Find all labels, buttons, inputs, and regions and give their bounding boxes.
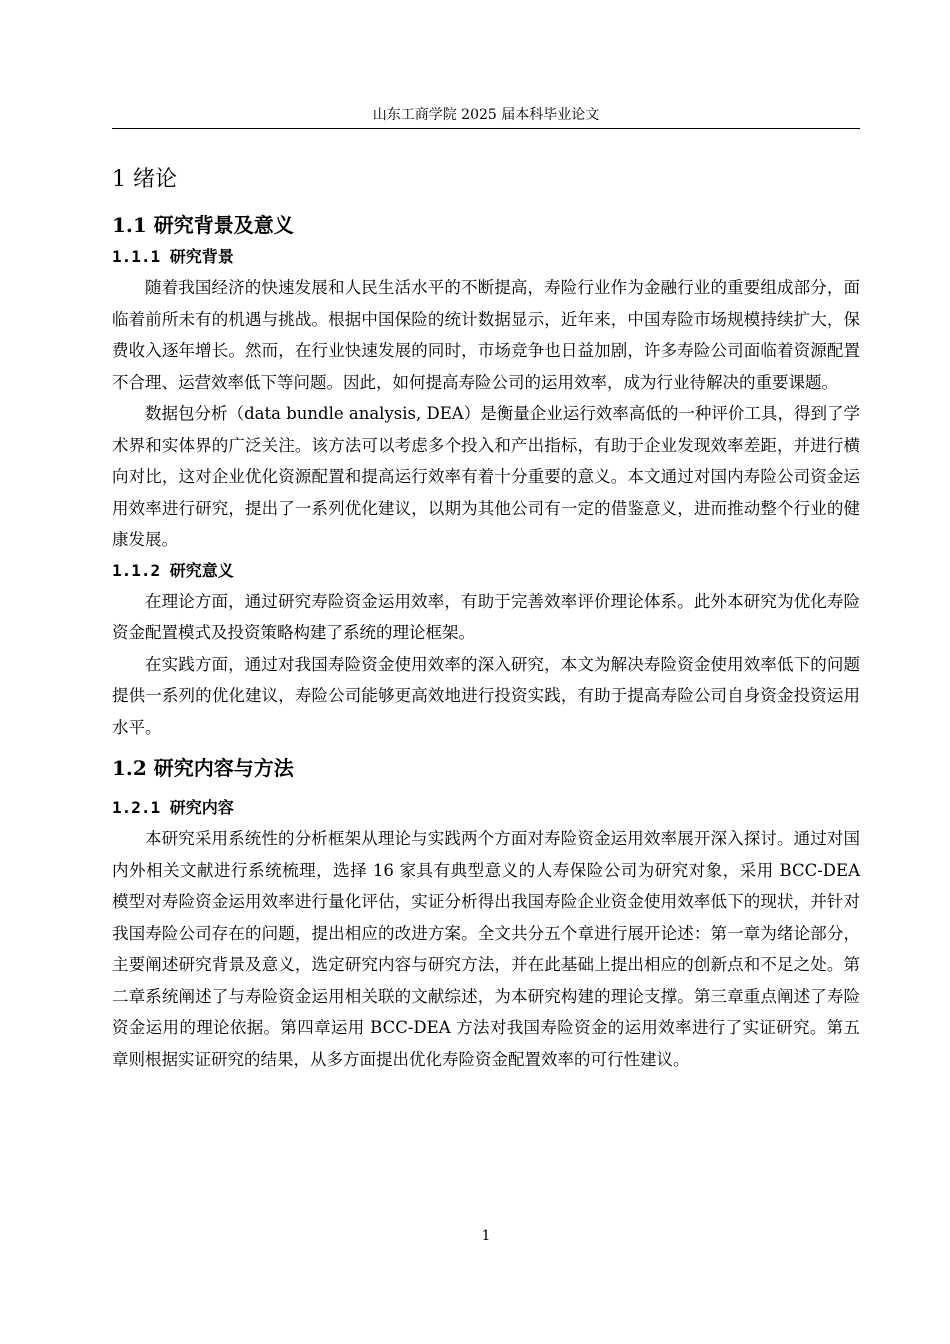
- subsection-title: 1.1.2 研究意义: [112, 560, 234, 580]
- paragraph: 在理论方面，通过研究寿险资金运用效率，有助于完善效率评价理论体系。此外本研究为优化寿险资金配置模式及投资策略构建了系统的理论框架。: [112, 591, 860, 642]
- paragraph: 在实践方面，通过对我国寿险资金使用效率的深入研究，本文为解决寿险资金使用效率低下的问题提供一系列的优化建议，寿险公司能够更高效地进行投资实践，有助于提高寿险公司自身资金投资运用水平。: [112, 654, 860, 737]
- subsection-title: 1.1.1 研究背景: [112, 247, 234, 266]
- section-title: 1.1 研究背景及意义: [112, 213, 294, 237]
- chapter-title: 1 绪论: [112, 167, 177, 192]
- paragraph: 本研究采用系统性的分析框架从理论与实践两个方面对寿险资金运用效率展开深入探讨。通过对国内外相关文献进行系统梳理，选择 16 家具有典型意义的人寿保险公司为研究对象，采用 BCC-DEA 模型对寿险资金运用效率进行量化评估，实证分析得出我国寿险企业资金使用效率低下的现状，并针对我国寿险公司存在的问题，提出相应的改进方案。全文共分五个章进行展开论述：第一章为绪论部分，主要阐述研究背景及意义，选定研究内容与研究方法，并在此基础上提出相应的创新点和不足之处。第二章系统阐述了与寿险资金运用相关联的文献综述，为本研究构建的理论支撑。第三章重点阐述了寿险资金运用的理论依据。第四章运用 BCC-DEA 方法对我国寿险资金的运用效率进行了实证研究。第五章则根据实证研究的结果，从多方面提出优化寿险资金配置效率的可行性建议。: [112, 829, 860, 1069]
- paragraph: 数据包分析（data bundle analysis, DEA）是衡量企业运行效率高低的一种评价工具，得到了学术界和实体界的广泛关注。该方法可以考虑多个投入和产出指标，有助于企业发现效率差距，并进行横向对比，这对企业优化资源配置和提高运行效率有着十分重要的意义。本文通过对国内寿险公司资金运用效率进行研究，提出了一系列优化建议，以期为其他公司有一定的借鉴意义，进而推动整个行业的健康发展。: [112, 404, 860, 549]
- main-content: [112, 160, 860, 1075]
- running-header: 山东工商学院 2025 届本科毕业论文: [372, 107, 600, 123]
- section-title: 1.2 研究内容与方法: [112, 756, 294, 780]
- subsection-title: 1.2.1 研究内容: [112, 798, 234, 817]
- page-number: 1: [481, 1228, 491, 1244]
- header-rule: [112, 128, 860, 129]
- paragraph: 随着我国经济的快速发展和人民生活水平的不断提高，寿险行业作为金融行业的重要组成部分，面临着前所未有的机遇与挑战。根据中国保险的统计数据显示，近年来，中国寿险市场规模持续扩大，保费收入逐年增长。然而，在行业快速发展的同时，市场竞争也日益加剧，许多寿险公司面临着资源配置不合理、运营效率低下等问题。因此，如何提高寿险公司的运用效率，成为行业待解决的重要课题。: [112, 278, 860, 392]
